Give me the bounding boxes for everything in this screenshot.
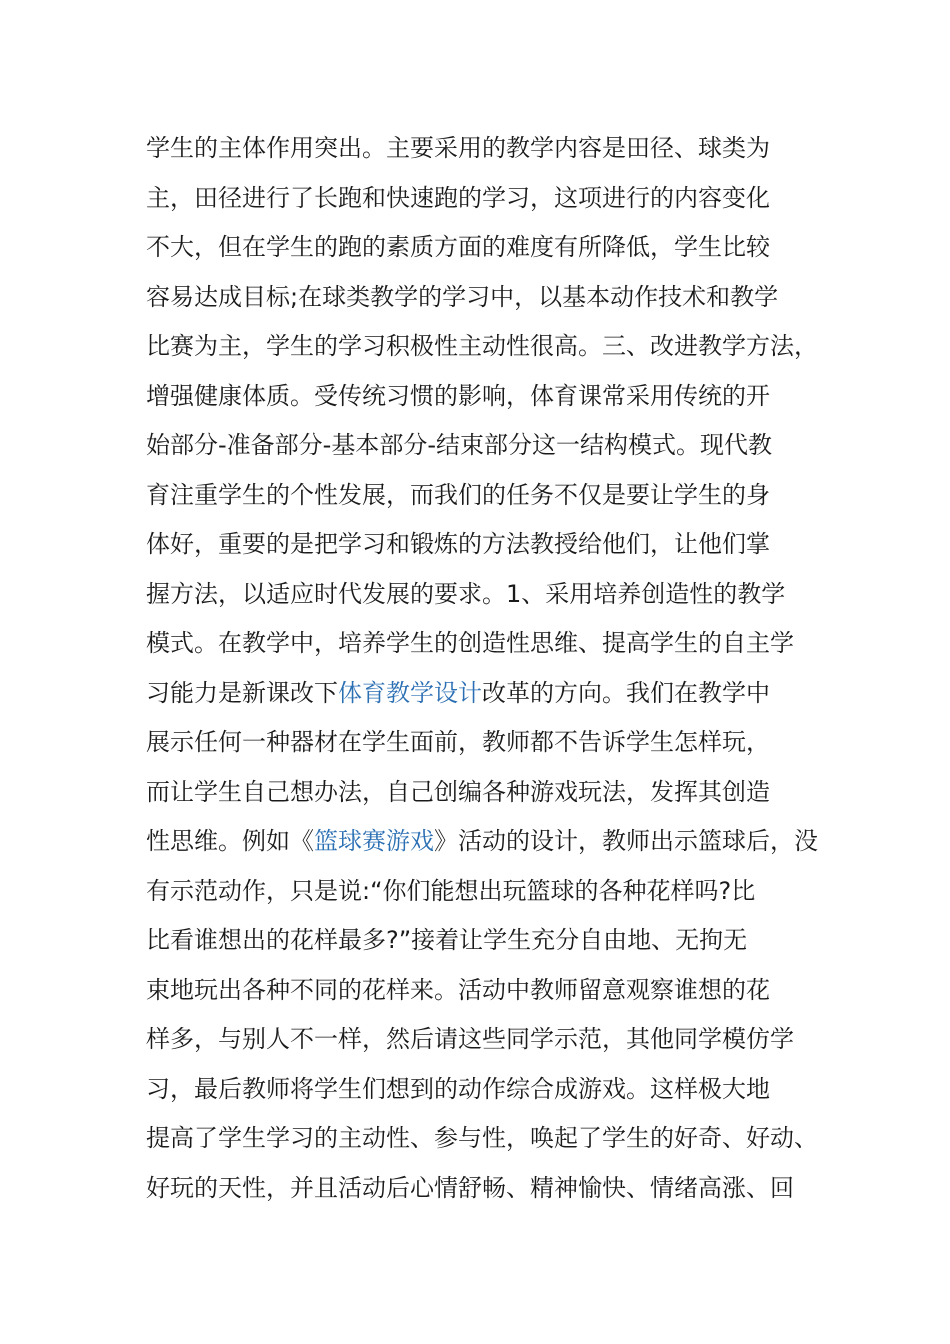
text-line bbox=[146, 768, 826, 818]
text-run: 容易达成目标;在球类教学的学习中，以基本动作技术和教学 bbox=[146, 282, 779, 311]
text-run: 学生的主体作用突出。主要采用的教学内容是田径、球类为 bbox=[146, 134, 770, 162]
text-line bbox=[146, 867, 826, 917]
text-run: 习，最后教师将学生们想到的动作综合成游戏。这样极大地 bbox=[146, 1074, 770, 1103]
text-run: 主，田径进行了长跑和快速跑的学习，这项进行的内容变化 bbox=[146, 183, 770, 212]
text-run: 体好，重要的是把学习和锻炼的方法教授给他们，让他们掌 bbox=[146, 530, 770, 558]
text-run: 》活动的设计，教师出示篮球后，没 bbox=[434, 827, 818, 855]
text-line bbox=[146, 1164, 826, 1214]
text-run: 比看谁想出的花样最多?”接着让学生充分自由地、无拘无 bbox=[146, 926, 748, 954]
text-run: 比赛为主，学生的学习积极性主动性很高。三、改进教学方法， bbox=[146, 332, 818, 360]
text-line bbox=[146, 669, 826, 719]
text-run: 育注重学生的个性发展，而我们的任务不仅是要让学生的身 bbox=[146, 480, 770, 509]
text-line bbox=[146, 372, 826, 422]
text-line bbox=[146, 966, 826, 1016]
text-line bbox=[146, 124, 826, 174]
text-line bbox=[146, 421, 826, 471]
text-line bbox=[146, 817, 826, 867]
text-line bbox=[146, 471, 826, 521]
text-run: 束地玩出各种不同的花样来。活动中教师留意观察谁想的花 bbox=[146, 975, 770, 1004]
hyperlink[interactable]: 篮球赛游戏 bbox=[314, 827, 434, 855]
text-run: 增强健康体质。受传统习惯的影响，体育课常采用传统的开 bbox=[146, 381, 770, 410]
text-run: 样多，与别人不一样，然后请这些同学示范，其他同学模仿学 bbox=[146, 1025, 794, 1053]
document-body bbox=[146, 124, 826, 1213]
text-line bbox=[146, 1065, 826, 1115]
text-run: 握方法，以适应时代发展的要求。1、采用培养创造性的教学 bbox=[146, 579, 786, 608]
text-run: 模式。在教学中，培养学生的创造性思维、提高学生的自主学 bbox=[146, 629, 794, 657]
hyperlink[interactable]: 体育教学设计 bbox=[338, 678, 482, 707]
text-run: 好玩的天性，并且活动后心情舒畅、精神愉快、情绪高涨、回 bbox=[146, 1173, 794, 1202]
text-run: 始部分-准备部分-基本部分-结束部分这一结构模式。现代教 bbox=[146, 431, 772, 459]
text-run: 展示任何一种器材在学生面前，教师都不告诉学生怎样玩， bbox=[146, 728, 770, 756]
text-line bbox=[146, 322, 826, 372]
text-run: 提高了学生学习的主动性、参与性，唤起了学生的好奇、好动、 bbox=[146, 1124, 818, 1152]
text-line bbox=[146, 1114, 826, 1164]
text-run: 有示范动作，只是说:“你们能想出玩篮球的各种花样吗?比 bbox=[146, 876, 756, 905]
text-run: 不大，但在学生的跑的素质方面的难度有所降低，学生比较 bbox=[146, 233, 770, 261]
text-line bbox=[146, 916, 826, 966]
text-run: 性思维。例如《 bbox=[146, 827, 314, 855]
text-line bbox=[146, 520, 826, 570]
text-run: 而让学生自己想办法，自己创编各种游戏玩法，发挥其创造 bbox=[146, 777, 770, 806]
text-line bbox=[146, 223, 826, 273]
text-line bbox=[146, 174, 826, 224]
text-line bbox=[146, 718, 826, 768]
text-run: 习能力是新课改下 bbox=[146, 678, 338, 707]
text-line bbox=[146, 619, 826, 669]
text-line bbox=[146, 1015, 826, 1065]
text-run: 改革的方向。我们在教学中 bbox=[482, 678, 770, 707]
text-line bbox=[146, 273, 826, 323]
text-line bbox=[146, 570, 826, 620]
